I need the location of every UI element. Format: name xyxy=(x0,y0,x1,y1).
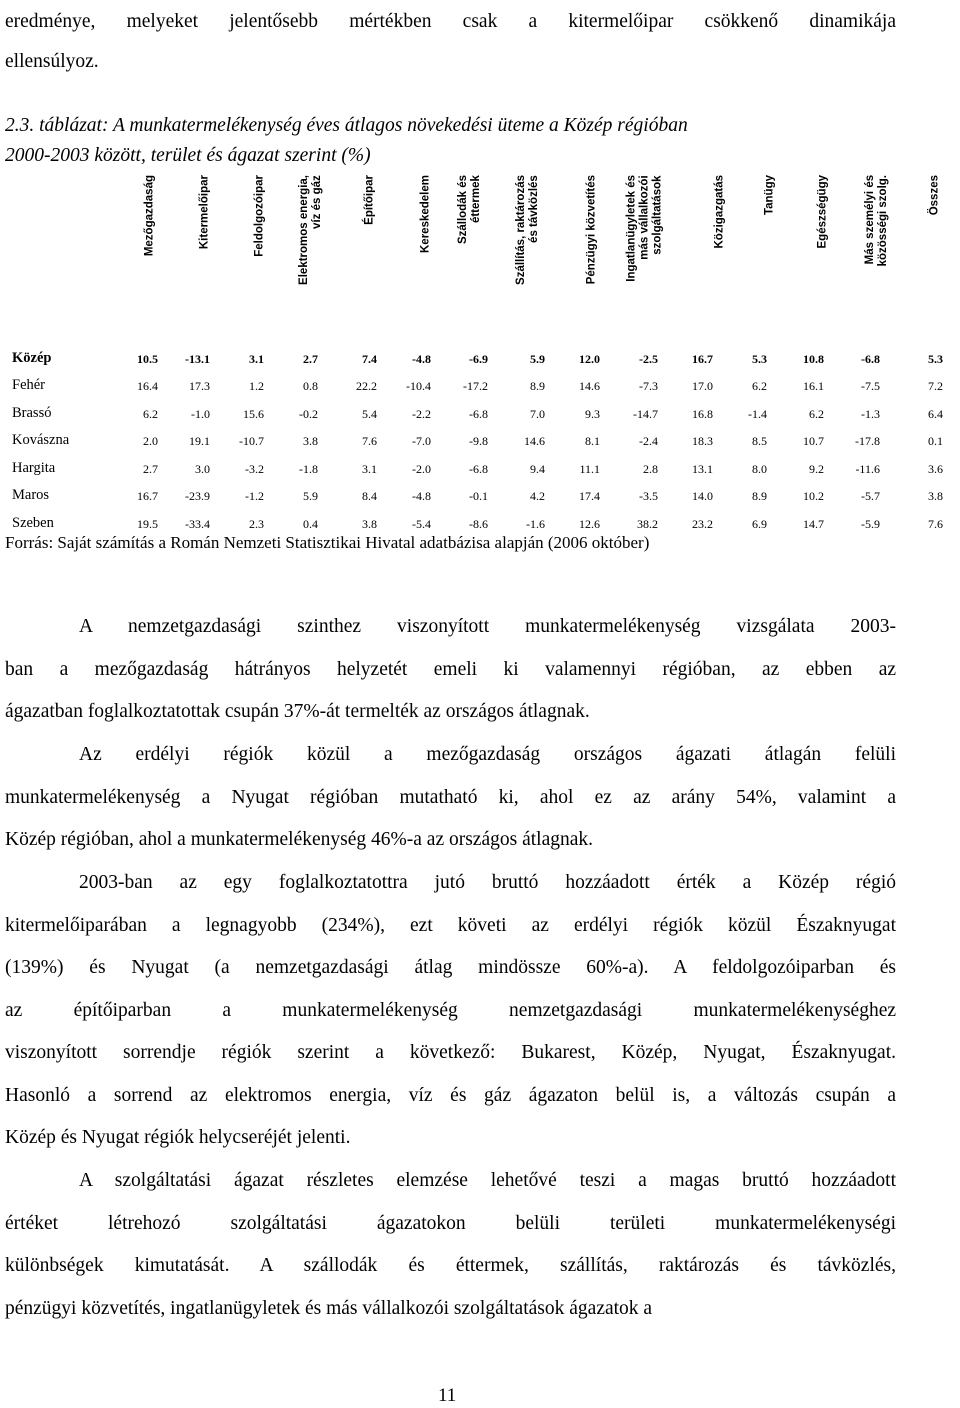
text-line: 2003-ban az egy foglalkoztatottra jutó bruttó hozzáadott érték a Közép régió xyxy=(79,872,896,893)
table-row xyxy=(0,481,960,508)
column-header-label: Mezőgazdaság xyxy=(143,175,156,257)
column-header xyxy=(847,175,907,325)
table-cell: 7.2 xyxy=(928,379,943,393)
table-cell: 16.7 xyxy=(692,352,713,366)
table-cell: 5.9 xyxy=(530,352,545,366)
table-caption xyxy=(5,111,905,171)
table-cell: -7.3 xyxy=(639,379,658,393)
table-cell: 5.4 xyxy=(362,407,377,421)
table-cell: -6.8 xyxy=(861,352,880,366)
column-header-label: Más személyi és közösségi szolg. xyxy=(864,175,889,267)
column-header-label: Összes xyxy=(928,175,941,216)
table-cell: 10.8 xyxy=(803,352,824,366)
table-cell: 0.4 xyxy=(303,517,318,531)
column-header-label: Kitermelőipar xyxy=(198,175,211,250)
text-line: (139%) és Nyugat (a nemzetgazdasági átlag mindössze 60%-a). A feldolgozóiparban és xyxy=(5,957,896,978)
table-cell: -10.4 xyxy=(406,379,431,393)
body-paragraph xyxy=(5,734,896,862)
table-cell: 19.1 xyxy=(189,434,210,448)
table-cell: 3.1 xyxy=(362,462,377,476)
table-cell: -14.7 xyxy=(633,407,658,421)
text-line: ban a mezőgazdaság hátrányos helyzetét emeli ki valamennyi régióban, az ebben az xyxy=(5,658,896,680)
table-cell: 8.5 xyxy=(752,434,767,448)
table-row xyxy=(0,371,960,398)
table-cell: 12.6 xyxy=(579,517,600,531)
column-header-label: Feldolgozóipar xyxy=(253,175,266,257)
table-cell: -5.9 xyxy=(861,517,880,531)
region-name: Maros xyxy=(12,487,50,503)
table-cell: 11.1 xyxy=(579,462,600,476)
table-cell: 2.7 xyxy=(303,352,318,366)
text-line: az építőiparban a munkatermelékenység nemzetgazdasági munkatermelékenységhez xyxy=(5,999,896,1021)
table-cell: 16.8 xyxy=(692,407,713,421)
table-cell: 8.9 xyxy=(752,489,767,503)
text-line: értéket létrehozó szolgáltatási ágazatokon belüli területi munkatermelékenységi xyxy=(5,1212,896,1234)
table-cell: -7.0 xyxy=(412,434,431,448)
column-header xyxy=(740,175,800,325)
table-cell: 9.4 xyxy=(530,462,545,476)
text-line: ellensúlyoz. xyxy=(5,51,99,72)
table-cell: 8.4 xyxy=(362,489,377,503)
text-line: eredménye, melyeket jelentősebb mértékben csak a kitermelőipar csökkenő dinamikája xyxy=(5,11,896,32)
table-cell: 9.2 xyxy=(809,462,824,476)
table-cell: -6.8 xyxy=(469,407,488,421)
table-cell: 10.5 xyxy=(137,352,158,366)
table-row xyxy=(0,426,960,453)
table-cell: -13.1 xyxy=(185,352,210,366)
table-cell: -17.8 xyxy=(855,434,880,448)
region-name: Hargita xyxy=(12,460,56,476)
table-cell: -4.8 xyxy=(412,489,431,503)
table-cell: 3.1 xyxy=(249,352,264,366)
region-name: Szeben xyxy=(12,515,54,531)
column-header-label: Pénzügyi közvetítés xyxy=(585,175,598,285)
table-cell: -2.0 xyxy=(412,462,431,476)
table-cell: -6.9 xyxy=(469,352,488,366)
region-name: Brassó xyxy=(12,405,52,421)
table-cell: 8.0 xyxy=(752,462,767,476)
table-cell: -7.5 xyxy=(861,379,880,393)
table-cell: 38.2 xyxy=(637,517,658,531)
text-line: viszonyított sorrendje régiók szerint a következő: Bukarest, Közép, Nyugat, Északnyugat. xyxy=(5,1042,896,1063)
text-line: A nemzetgazdasági szinthez viszonyított munkatermelékenység vizsgálata 2003- xyxy=(79,616,896,637)
caption-line: 2000-2003 között, terület és ágazat szerint (%) xyxy=(5,145,371,166)
column-header-label: Szállodák és éttermek xyxy=(457,175,482,245)
table-cell: -0.2 xyxy=(299,407,318,421)
table-cell: 13.1 xyxy=(692,462,713,476)
column-header-label: Ingatlanügyletek és más vállalkozói szolgáltatások xyxy=(625,175,664,282)
table-cell: 17.3 xyxy=(189,379,210,393)
table-cell: -2.5 xyxy=(639,352,658,366)
table-cell: 14.0 xyxy=(692,489,713,503)
table-cell: 15.6 xyxy=(243,407,264,421)
text-line: ágazatban foglalkoztatottak csupán 37%-át termelték az országos átlagnak. xyxy=(5,701,590,722)
text-line: Az erdélyi régiók közül a mezőgazdaság országos ágazati átlagán felüli xyxy=(79,744,896,765)
table-cell: 14.7 xyxy=(803,517,824,531)
text-line: kitermelőiparában a legnagyobb (234%), ezt követi az erdélyi régiók közül Északnyugat xyxy=(5,914,896,936)
table-cell: 3.8 xyxy=(303,434,318,448)
table-cell: 10.7 xyxy=(803,434,824,448)
column-header-label: Közigazgatás xyxy=(713,175,726,249)
text-line: különbségek kimutatását. A szállodák és éttermek, szállítás, raktározás és távközlés, xyxy=(5,1255,896,1276)
table-cell: -33.4 xyxy=(185,517,210,531)
table-cell: 17.4 xyxy=(579,489,600,503)
table-cell: 7.4 xyxy=(362,352,377,366)
table-cell: 18.3 xyxy=(692,434,713,448)
column-header xyxy=(562,175,622,325)
table-cell: 16.1 xyxy=(803,379,824,393)
table-cell: -10.7 xyxy=(239,434,264,448)
table-cell: -8.6 xyxy=(469,517,488,531)
column-header-label: Kereskedelem xyxy=(419,175,432,253)
table-cell: 1.2 xyxy=(249,379,264,393)
table-cell: -2.2 xyxy=(412,407,431,421)
column-header xyxy=(120,175,180,325)
region-name: Kovászna xyxy=(12,432,70,448)
table-cell: 7.6 xyxy=(928,517,943,531)
table-row xyxy=(0,399,960,426)
body-paragraph xyxy=(5,862,896,1160)
table-cell: 0.1 xyxy=(928,434,943,448)
table-cell: 8.1 xyxy=(585,434,600,448)
table-cell: 2.8 xyxy=(643,462,658,476)
table-cell: -3.2 xyxy=(245,462,264,476)
table-cell: 2.7 xyxy=(143,462,158,476)
body-paragraph xyxy=(5,606,896,734)
column-header-label: Elektromos energia, víz és gáz xyxy=(298,175,323,285)
column-header xyxy=(498,175,558,325)
table-cell: 6.9 xyxy=(752,517,767,531)
table-cell: 9.3 xyxy=(585,407,600,421)
table-cell: -5.4 xyxy=(412,517,431,531)
column-header-label: Építőipar xyxy=(363,175,376,225)
column-header xyxy=(615,175,675,325)
region-name: Közép xyxy=(12,350,52,366)
table-cell: 5.9 xyxy=(303,489,318,503)
table-cell: -1.0 xyxy=(191,407,210,421)
column-header-label: Tanügy xyxy=(763,175,776,216)
table-cell: -11.6 xyxy=(855,462,880,476)
table-cell: 22.2 xyxy=(356,379,377,393)
table-cell: 0.8 xyxy=(303,379,318,393)
table-cell: -4.8 xyxy=(412,352,431,366)
text-line: Közép és Nyugat régiók helycseréjét jelenti. xyxy=(5,1127,351,1148)
table-cell: 7.6 xyxy=(362,434,377,448)
table-cell: 3.0 xyxy=(195,462,210,476)
table-cell: 17.0 xyxy=(692,379,713,393)
column-header-label: Egészségügy xyxy=(816,175,829,249)
table-row xyxy=(0,509,960,536)
table-cell: 3.8 xyxy=(928,489,943,503)
table-cell: 23.2 xyxy=(692,517,713,531)
table-cell: 7.0 xyxy=(530,407,545,421)
column-header xyxy=(340,175,400,325)
text-line: A szolgáltatási ágazat részletes elemzése lehetővé teszi a magas bruttó hozzáadott xyxy=(79,1170,896,1191)
column-header xyxy=(175,175,235,325)
table-cell: 2.0 xyxy=(143,434,158,448)
table-row xyxy=(0,454,960,481)
table-cell: -1.8 xyxy=(299,462,318,476)
text-line: Közép régióban, ahol a munkatermelékenység 46%-a az országos átlagnak. xyxy=(5,829,594,850)
region-name: Fehér xyxy=(12,377,46,393)
table-row xyxy=(0,344,960,371)
table-cell: 10.2 xyxy=(803,489,824,503)
body-paragraph xyxy=(5,1160,896,1330)
table-cell: -6.8 xyxy=(469,462,488,476)
table-cell: -1.3 xyxy=(861,407,880,421)
column-header-label: Szállítás, raktározás és távközlés xyxy=(515,175,540,285)
page-number: 11 xyxy=(438,1385,457,1406)
caption-line: 2.3. táblázat: A munkatermelékenység éves átlagos növekedési üteme a Közép régióban xyxy=(5,115,688,136)
table-cell: -2.4 xyxy=(639,434,658,448)
table-cell: -3.5 xyxy=(639,489,658,503)
intro-paragraph xyxy=(5,2,896,82)
text-line: pénzügyi közvetítés, ingatlanügyletek és más vállalkozói szolgáltatások ágazatok a xyxy=(5,1297,653,1319)
table-cell: 14.6 xyxy=(524,434,545,448)
table-cell: 6.2 xyxy=(143,407,158,421)
table-cell: 14.6 xyxy=(579,379,600,393)
table-cell: 3.8 xyxy=(362,517,377,531)
table-cell: -17.2 xyxy=(463,379,488,393)
table-cell: 6.2 xyxy=(752,379,767,393)
table-cell: -0.1 xyxy=(469,489,488,503)
table-cell: 2.3 xyxy=(249,517,264,531)
table-cell: 5.3 xyxy=(752,352,767,366)
column-header xyxy=(440,175,500,325)
table-cell: 12.0 xyxy=(579,352,600,366)
text-line: munkatermelékenység a Nyugat régióban mutatható ki, ahol ez az arány 54%, valamint a xyxy=(5,786,896,808)
table-cell: 16.7 xyxy=(137,489,158,503)
column-header xyxy=(905,175,960,325)
table-cell: 6.2 xyxy=(809,407,824,421)
table-cell: -9.8 xyxy=(469,434,488,448)
table-cell: -1.4 xyxy=(748,407,767,421)
column-header xyxy=(281,175,341,325)
table-source: Forrás: Saját számítás a Román Nemzeti Statisztikai Hivatal adatbázisa alapján (2006 október) xyxy=(5,533,650,552)
table-cell: 6.4 xyxy=(928,407,943,421)
column-header xyxy=(793,175,853,325)
table-cell: 8.9 xyxy=(530,379,545,393)
table-cell: 5.3 xyxy=(928,352,943,366)
table-cell: 4.2 xyxy=(530,489,545,503)
text-line: Hasonló a sorrend az elektromos energia, víz és gáz ágazaton belül is, a változás csupán a xyxy=(5,1084,896,1106)
table-cell: -1.6 xyxy=(526,517,545,531)
table-cell: -5.7 xyxy=(861,489,880,503)
table-cell: -1.2 xyxy=(245,489,264,503)
table-cell: 3.6 xyxy=(928,462,943,476)
table-cell: -23.9 xyxy=(185,489,210,503)
table-cell: 16.4 xyxy=(137,379,158,393)
table-cell: 19.5 xyxy=(137,517,158,531)
